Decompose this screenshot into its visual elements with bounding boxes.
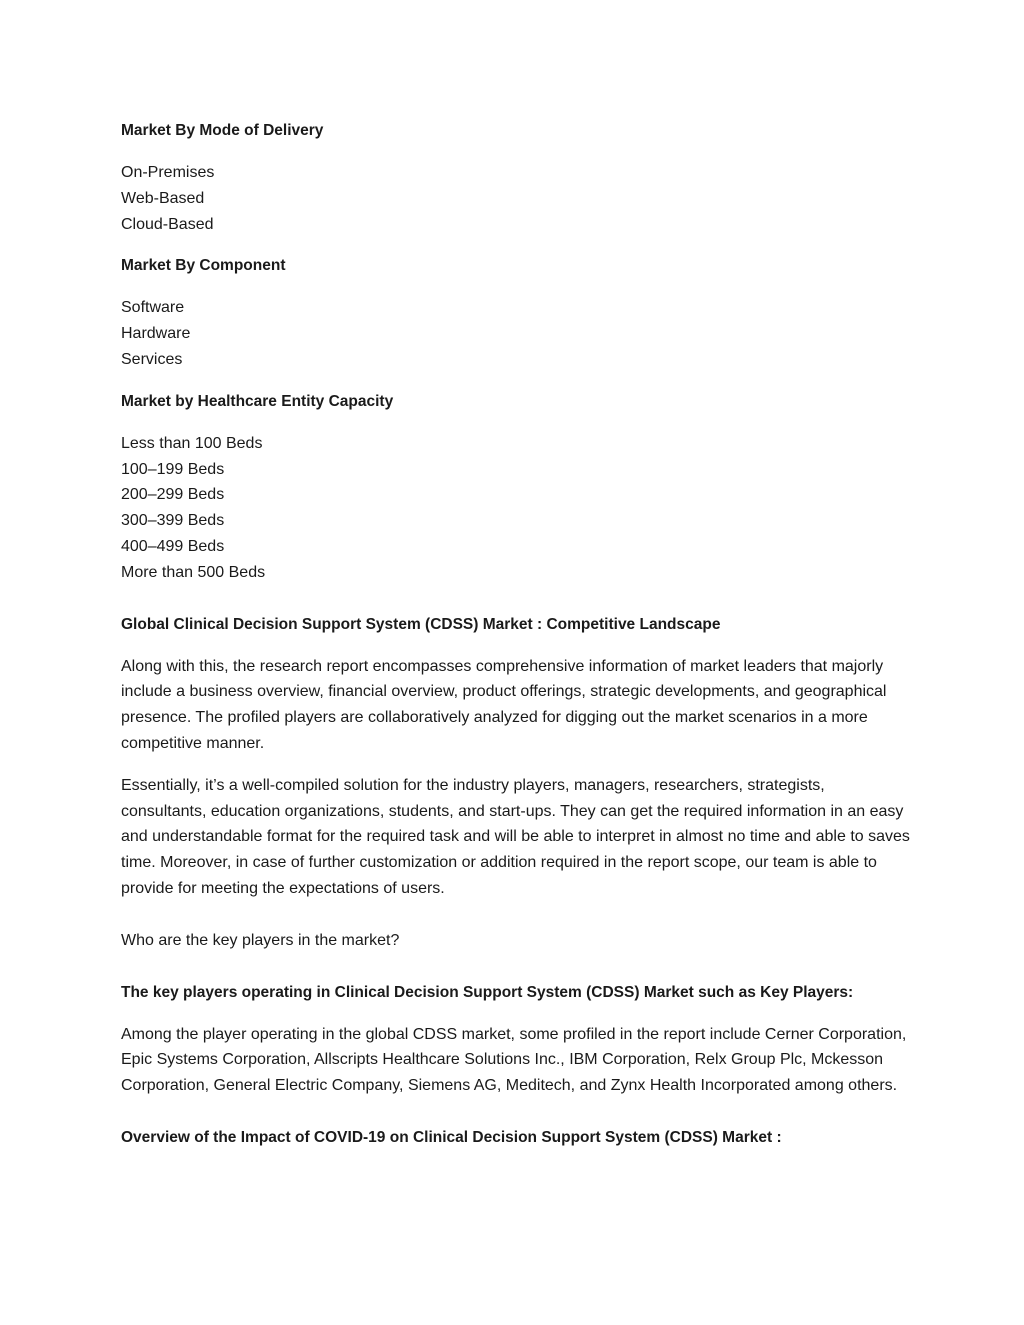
capacity-heading: Market by Healthcare Entity Capacity [121,392,394,410]
key-players-heading: The key players operating in Clinical Decision Support System (CDSS) Market such as Key Players: [121,983,854,1001]
competitive-paragraph-2: Essentially, it’s a well-compiled solution for the industry players, managers, researchers, strategists, consultants, education organizations, students, and start-ups. They can get the required information in an easy and understandable format for the required task and will be able to interpret in almost no time and able to saves time. Moreover, in case of further customization or addition required in the report scope, our team is able to provide for meeting the expectations of users. [121,776,910,897]
delivery-list [121,160,911,237]
list-item: More than 500 Beds [121,563,266,581]
competitive-heading: Global Clinical Decision Support System (CDSS) Market : Competitive Landscape [121,615,721,633]
list-item: Hardware [121,325,191,343]
covid-heading: Overview of the Impact of COVID-19 on Clinical Decision Support System (CDSS) Market : [121,1128,782,1146]
key-players-question: Who are the key players in the market? [121,931,400,949]
key-players-paragraph: Among the player operating in the global CDSS market, some profiled in the report include Cerner Corporation, Epic Systems Corporation, Allscripts Healthcare Solutions Inc., IBM Corporation, Relx Group Plc, Mckesson Corporation, General Electric Company, Siemens AG, Meditech, and Zynx Health Incorporated among others. [121,1025,907,1095]
list-item: Cloud-Based [121,215,214,233]
component-heading: Market By Component [121,257,286,275]
list-item: Less than 100 Beds [121,434,263,452]
list-item: Web-Based [121,189,205,207]
list-item: 300–399 Beds [121,512,225,530]
document-page [121,118,911,1151]
delivery-heading: Market By Mode of Delivery [121,122,324,139]
competitive-paragraph-1: Along with this, the research report encompasses comprehensive information of market leaders that majorly include a business overview, financial overview, product offerings, strategic developments, and geographical presence. The profiled players are collaboratively analyzed for digging out the market scenarios in a more competitive manner. [121,657,887,752]
list-item: Software [121,299,185,317]
component-list [121,295,911,372]
list-item: 200–299 Beds [121,486,225,504]
list-item: On-Premises [121,164,215,181]
list-item: 400–499 Beds [121,537,225,555]
list-item: Services [121,350,183,368]
list-item: 100–199 Beds [121,460,225,478]
capacity-list [121,431,911,586]
